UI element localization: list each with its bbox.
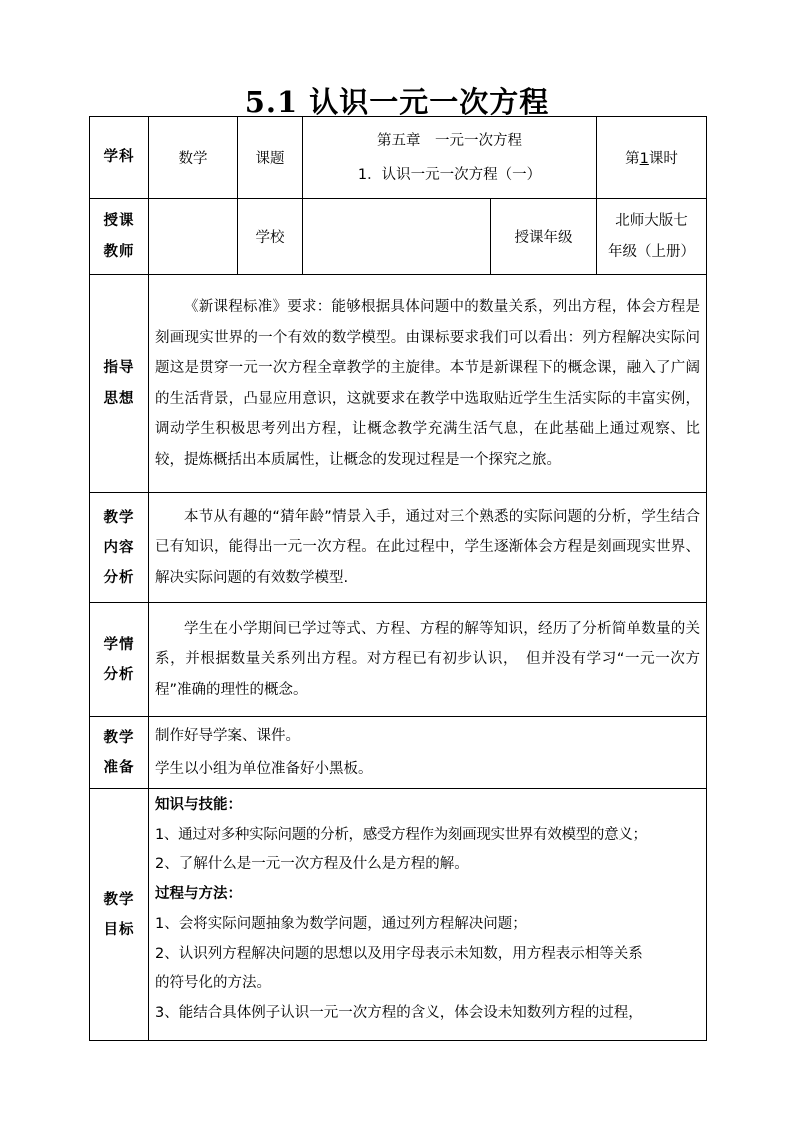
prep-label [90,717,149,789]
learner-label-line1: 学情 [103,636,135,653]
guide-row [90,275,707,493]
subject-value: 数学 [149,117,238,199]
goals-row [90,789,707,1041]
goals-text-cell [149,789,707,1041]
content-label-line1: 教学 [103,509,135,526]
guide-label-line1: 指导 [103,359,135,376]
teacher-label [90,199,149,275]
content-label-line3: 分析 [103,569,135,586]
prep-row [90,717,707,789]
content-row [90,493,707,603]
prep-line1: 制作好导学案、课件。 [155,727,300,744]
subject-label: 学科 [90,117,149,199]
goals-label [90,789,149,1041]
goals-process-heading: 过程与方法： [155,886,242,903]
period-prefix: 第 [625,151,640,167]
lesson-plan-table [89,116,707,1041]
goals-knowledge-item-1: 1、通过对多种实际问题的分析，感受方程作为刻画现实世界有效模型的意义； [155,826,647,843]
learner-text: 学生在小学期间已学过等式、方程、方程的解等知识，经历了分析简单数量的关系，并根据数量关系列出方程。对方程已有初步认识， 但并没有学习“一元一次方程”准确的理性的概念。 [155,620,701,698]
teacher-label-line1: 授课 [103,212,135,229]
content-text: 本节从有趣的“猜年龄”情景入手，通过对三个熟悉的实际问题的分析，学生结合已有知识，能得出一元一次方程。在此过程中，学生逐渐体会方程是刻画现实世界、解决实际问题的有效数学模型. [155,508,701,586]
edition-line2: 年级（上册） [608,243,696,260]
page-title: 5.1 认识一元一次方程 [244,85,550,119]
edition-line1: 北师大版七 [615,212,688,229]
guide-label-line2: 思想 [103,390,135,407]
teacher-value [149,199,238,275]
goals-process-item-3: 3、能结合具体例子认识一元一次方程的含义，体会设未知数列方程的过程， [155,1004,643,1021]
teacher-label-line2: 教师 [103,243,135,260]
prep-line2: 学生以小组为单位准备好小黑板。 [155,760,373,777]
subject-row [90,117,707,199]
content-label-line2: 内容 [103,539,135,556]
content-label [90,493,149,603]
goals-process-item-1: 1、会将实际问题抽象为数学问题，通过列方程解决问题； [155,915,527,932]
goals-process-item-2b: 的符号化的方法。 [155,975,271,992]
topic-chapter: 第五章 一元一次方程 [377,132,522,149]
goals-knowledge-heading: 知识与技能： [155,797,242,813]
prep-label-line2: 准备 [103,759,135,776]
goals-label-line1: 教学 [103,891,135,908]
prep-label-line1: 教学 [103,729,135,746]
period-number: 1 [639,151,649,167]
teacher-row [90,199,707,275]
topic-section: 1．认识一元一次方程（一） [357,166,542,183]
edition-cell [597,199,707,275]
learner-row [90,603,707,717]
school-label: 学校 [238,199,303,275]
guide-label [90,275,149,493]
learner-text-cell [149,603,707,717]
content-text-cell [149,493,707,603]
learner-label-line2: 分析 [103,666,135,683]
grade-label: 授课年级 [491,199,597,275]
prep-text-cell [149,717,707,789]
guide-text: 《新课程标准》要求：能够根据具体问题中的数量关系，列出方程，体会方程是刻画现实世界的一个有效的数学模型。由课标要求我们可以看出：列方程解决实际问题这是贯穿一元一次方程全章教学的主旋律。本节是新课程下的概念课，融入了广阔的生活背景，凸显应用意识，这就要求在教学中选取贴近学生生活实际的丰富实例，调动学生积极思考列出方程，让概念教学充满生活气息，在此基础上通过观察、比较，提炼概括出本质属性，让概念的发现过程是一个探究之旅。 [155,299,701,468]
goals-knowledge-item-2: 2、了解什么是一元一次方程及什么是方程的解。 [155,856,469,873]
period-cell [597,117,707,199]
period-suffix: 课时 [648,151,678,167]
goals-label-line2: 目标 [103,921,135,938]
learner-label [90,603,149,717]
guide-text-cell [149,275,707,493]
topic-cell [303,117,597,199]
school-value [303,199,491,275]
goals-process-item-2a: 2、认识列方程解决问题的思想以及用字母表示未知数，用方程表示相等关系 [155,945,643,962]
topic-label: 课题 [238,117,303,199]
